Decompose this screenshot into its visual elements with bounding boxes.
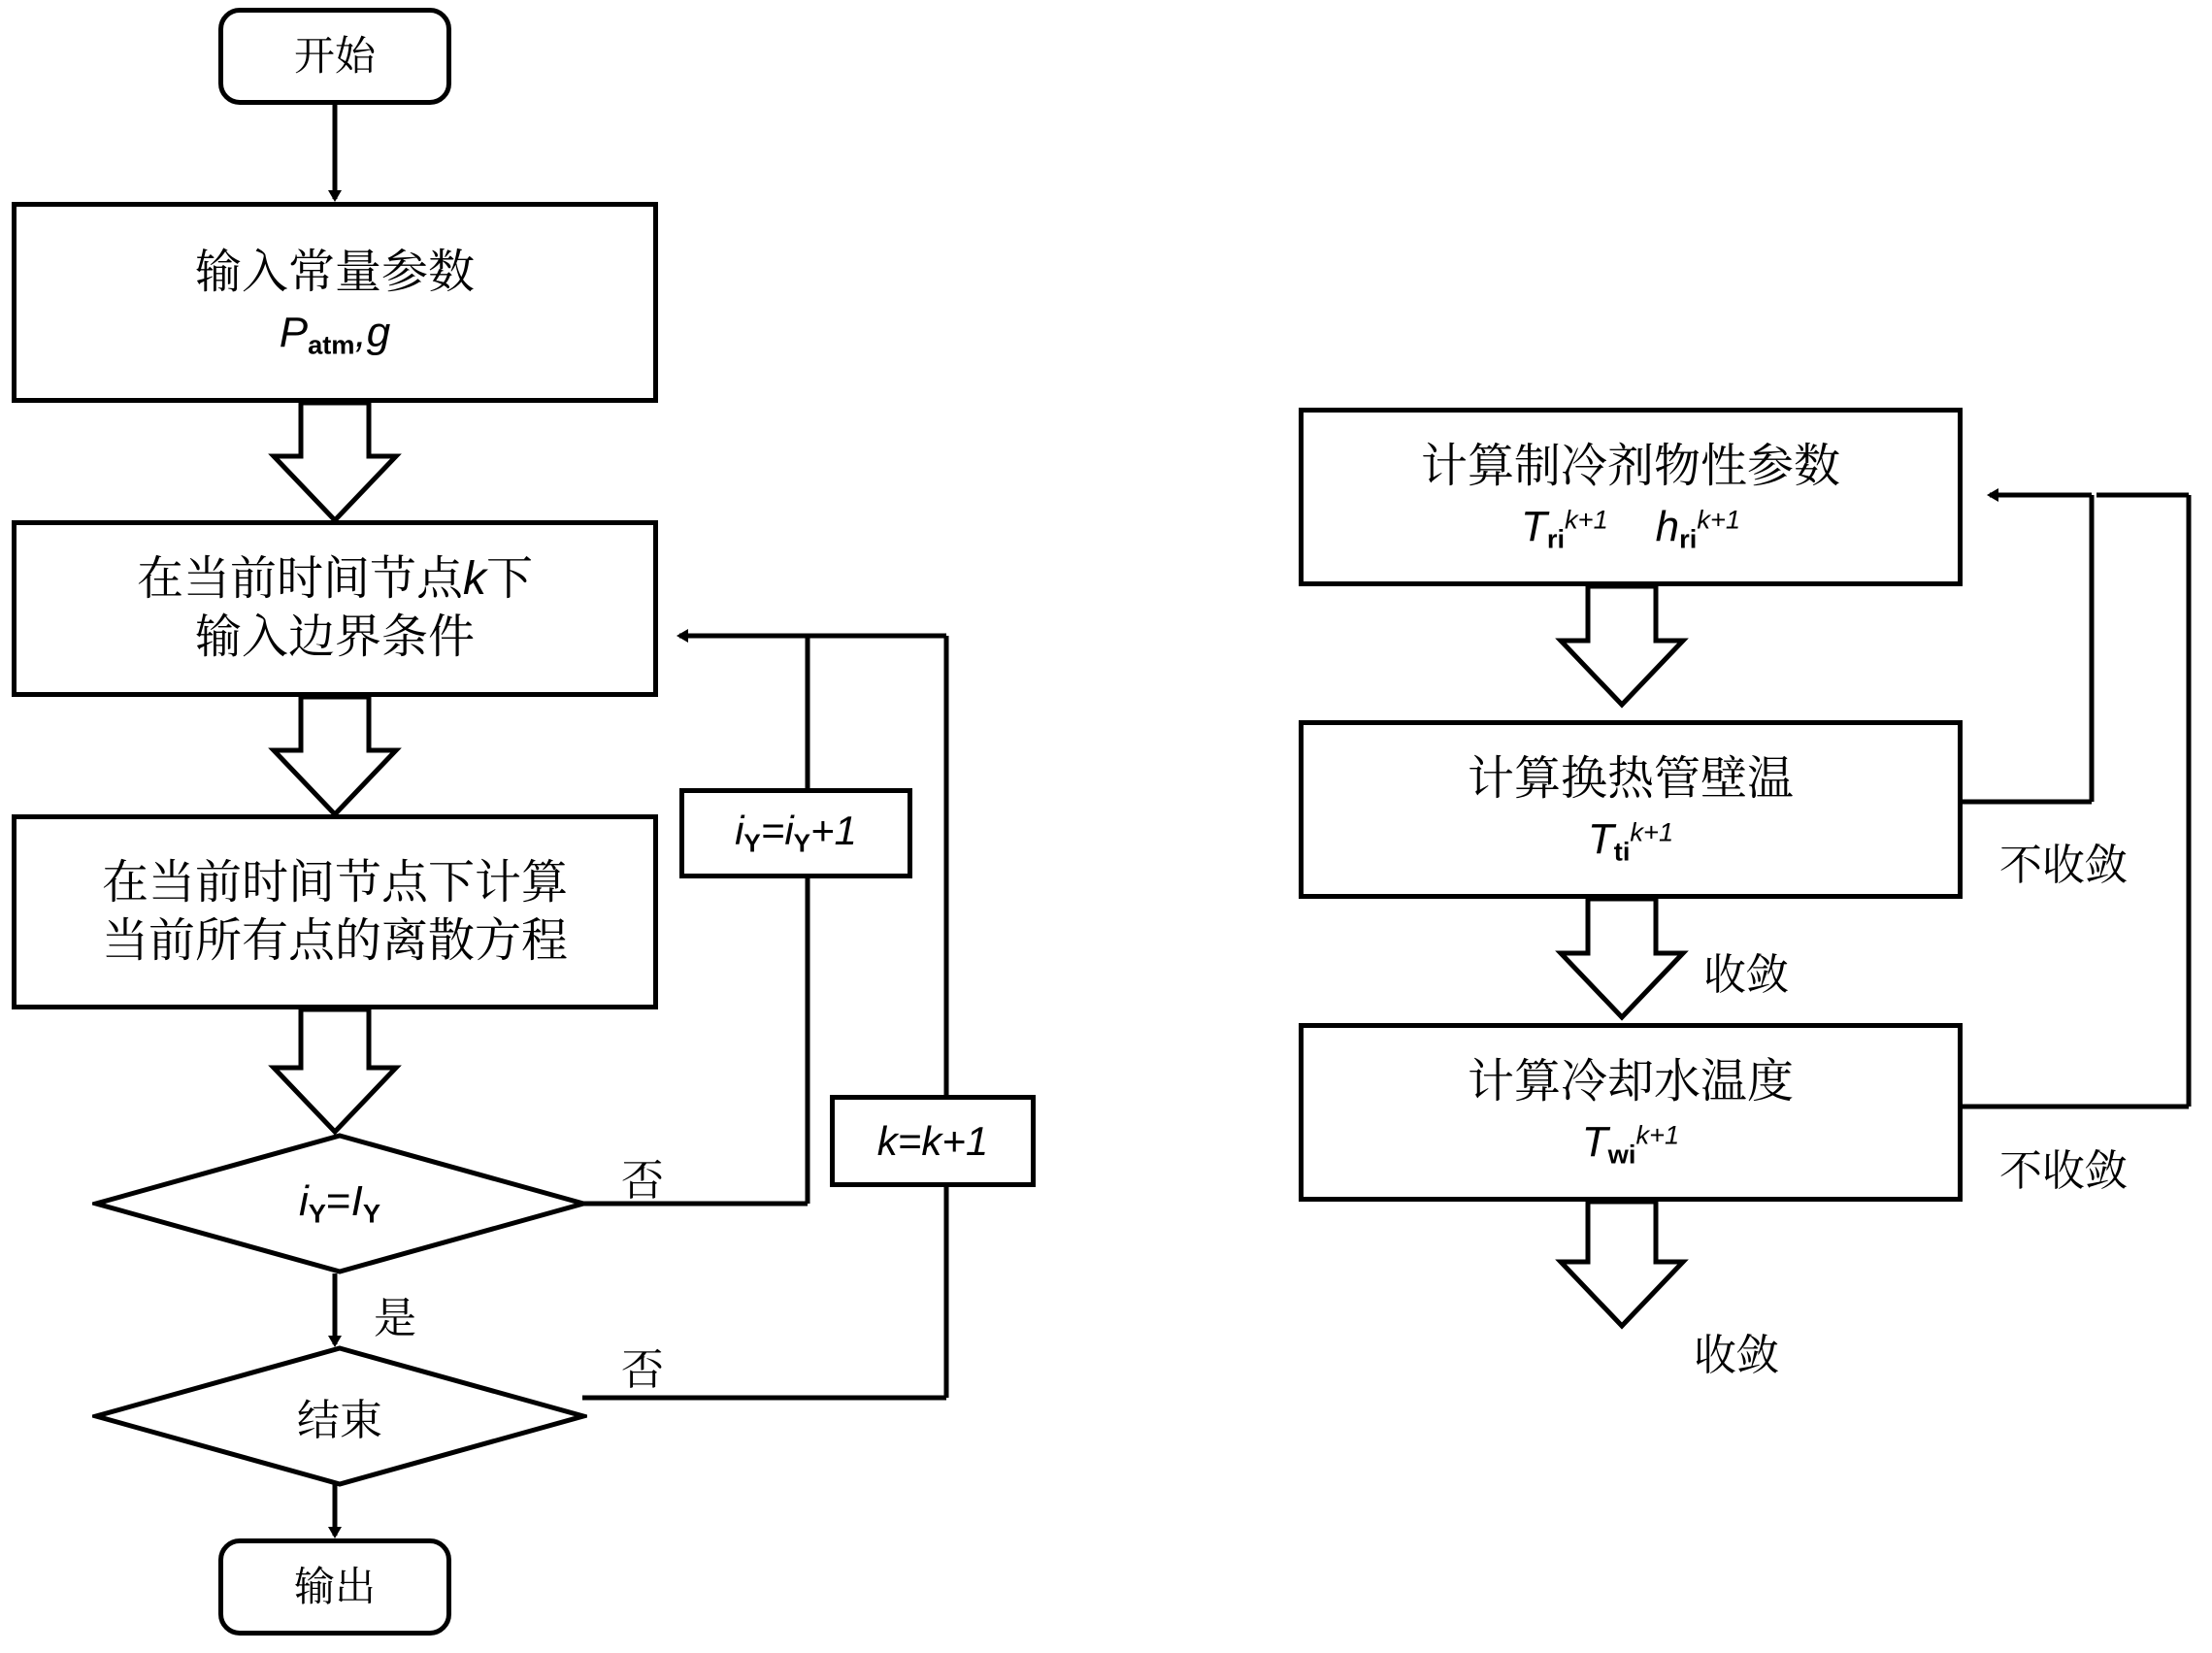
edge-label-converged-2: 收敛 [1694,1332,1779,1379]
edge-label-no-1: 否 [621,1157,664,1205]
node-calc-discrete [12,814,658,1009]
edge-label-converged-1: 收敛 [1703,951,1789,999]
node-calc-water-temp [1299,1023,1963,1202]
node-calc-refrigerant-line1: 计算制冷剂物性参数 [1420,441,1840,493]
node-input-boundary-line1: 在当前时间节点k下 [136,553,534,605]
node-calc-discrete-line2: 当前所有点的离散方程 [101,914,568,967]
node-calc-refrigerant-formula: $T_{ri}^{k+1}$ $h_{ri}^{k+1}$ [1520,503,1741,554]
node-calc-tube-wall [1299,720,1963,899]
node-input-boundary-line2: 输入边界条件 [194,612,475,663]
node-input-constants-formula: $P_{atm},g$ [279,308,391,360]
node-iy-increment [679,788,912,878]
edge-label-yes-1: 是 [374,1295,416,1342]
node-decision-iy [92,1132,587,1275]
node-k-increment-label: k=k+1 [876,1117,989,1164]
node-input-constants-line1: 输入常量参数 [194,246,475,298]
node-start [218,8,451,105]
node-calc-tube-wall-formula: $T_{ti}^{k+1}$ [1587,815,1674,867]
node-calc-water-temp-line1: 计算冷却水温度 [1467,1056,1794,1108]
node-calc-refrigerant [1299,408,1963,586]
edge-label-no-2: 否 [621,1346,664,1394]
node-calc-discrete-line1: 在当前时间节点下计算 [101,856,568,909]
node-calc-tube-wall-line1: 计算换热管壁温 [1467,753,1794,806]
node-output-label: 输出 [293,1563,376,1609]
edge-label-not-converged-2: 不收敛 [1999,1147,2128,1195]
node-start-label: 开始 [293,32,376,79]
node-decision-iy-label: $i_Y=I_Y$ [298,1177,381,1229]
node-decision-end-label: 结束 [297,1397,382,1444]
node-decision-end [92,1344,587,1488]
node-k-increment [830,1095,1036,1187]
node-calc-water-temp-formula: $T_{wi}^{k+1}$ [1581,1118,1680,1170]
node-input-constants [12,202,658,403]
node-input-boundary [12,520,658,697]
edge-label-not-converged-1: 不收敛 [1999,842,2128,889]
node-iy-increment-label: $i_Y=i_Y+1$ [735,808,857,858]
node-output [218,1538,451,1636]
